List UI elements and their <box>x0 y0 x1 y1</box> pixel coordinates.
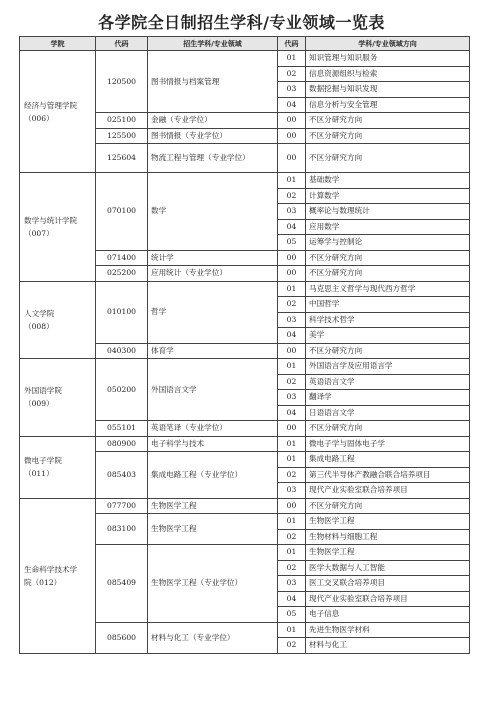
direction-name: 英语语言文学 <box>306 374 470 390</box>
header-direction: 学科/专业领域方向 <box>306 37 470 51</box>
table-row <box>20 436 470 452</box>
major-code: 055101 <box>96 421 148 437</box>
dept-cell <box>20 51 96 173</box>
direction-code: 01 <box>278 281 306 297</box>
direction-name: 生物医学工程 <box>306 545 470 561</box>
major-code: 050200 <box>96 359 148 421</box>
table-row <box>20 498 470 514</box>
major-name: 哲学 <box>148 281 278 343</box>
major-code: 083100 <box>96 514 148 545</box>
direction-name: 翻译学 <box>306 390 470 406</box>
direction-code: 02 <box>278 297 306 313</box>
major-code: 040300 <box>96 343 148 359</box>
direction-code: 03 <box>278 483 306 499</box>
direction-name: 不区分研究方向 <box>306 144 470 173</box>
direction-code: 03 <box>278 204 306 220</box>
direction-name: 马克思主义哲学与现代西方哲学 <box>306 281 470 297</box>
major-name: 数学 <box>148 173 278 251</box>
major-name: 外国语言文学 <box>148 359 278 421</box>
major-name: 材料与化工（专业学位） <box>148 622 278 653</box>
dept-cell <box>20 498 96 653</box>
page-title: 各学院全日制招生学科/专业领域一览表 <box>98 13 385 32</box>
direction-name: 生物材料与细胞工程 <box>306 529 470 545</box>
direction-name: 不区分研究方向 <box>306 128 470 144</box>
direction-name: 现代产业实验室联合培养项目 <box>306 483 470 499</box>
direction-code: 03 <box>278 312 306 328</box>
direction-name: 医工交叉联合培养项目 <box>306 576 470 592</box>
direction-code: 00 <box>278 128 306 144</box>
major-name: 物流工程与管理（专业学位） <box>148 144 278 173</box>
direction-code: 00 <box>278 266 306 282</box>
direction-code: 00 <box>278 421 306 437</box>
direction-code: 04 <box>278 591 306 607</box>
direction-code: 02 <box>278 467 306 483</box>
direction-name: 美学 <box>306 328 470 344</box>
dept-name: 外国语学院 <box>24 386 62 396</box>
major-name: 图书情报与档案管理 <box>148 51 278 113</box>
direction-name: 集成电路工程 <box>306 452 470 468</box>
dept-code: （011） <box>24 469 54 478</box>
dept-code: （006） <box>24 113 54 123</box>
dept-name: 数学与统计学院 <box>24 215 78 225</box>
direction-code: 02 <box>278 529 306 545</box>
direction-code: 01 <box>278 359 306 375</box>
direction-name: 生物医学工程 <box>306 514 470 530</box>
table-body <box>20 51 470 654</box>
direction-name: 信息资源组织与检索 <box>306 66 470 82</box>
major-name: 电子科学与技术 <box>148 436 278 452</box>
direction-code: 04 <box>278 405 306 421</box>
major-code: 071400 <box>96 250 148 266</box>
direction-code: 03 <box>278 390 306 406</box>
major-name: 统计学 <box>148 250 278 266</box>
major-name: 生物医学工程（专业学位） <box>148 545 278 623</box>
dept-name: 经济与管理学院 <box>24 100 78 110</box>
dept-name: 微电子学院 <box>24 456 62 465</box>
direction-code: 03 <box>278 82 306 98</box>
direction-code: 01 <box>278 545 306 561</box>
direction-name: 科学技术哲学 <box>306 312 470 328</box>
dept-name: 人文学院 <box>24 308 55 318</box>
major-code: 080900 <box>96 436 148 452</box>
major-name: 金融（专业学位） <box>148 113 278 129</box>
direction-code: 02 <box>278 188 306 204</box>
major-name: 应用统计（专业学位） <box>148 266 278 282</box>
dept-code: 院（012） <box>24 577 62 587</box>
direction-name: 不区分研究方向 <box>306 250 470 266</box>
direction-code: 02 <box>278 66 306 82</box>
direction-name: 不区分研究方向 <box>306 343 470 359</box>
direction-name: 微电子学与固体电子学 <box>306 436 470 452</box>
direction-code: 00 <box>278 250 306 266</box>
dept-cell <box>20 436 96 498</box>
dept-code: （008） <box>24 321 54 331</box>
direction-name: 材料与化工 <box>306 638 470 654</box>
major-code: 085409 <box>96 545 148 623</box>
direction-name: 现代产业实验室联合培养项目 <box>306 591 470 607</box>
direction-code: 03 <box>278 576 306 592</box>
direction-name: 数据挖掘与知识发现 <box>306 82 470 98</box>
direction-code: 00 <box>278 343 306 359</box>
major-code: 025200 <box>96 266 148 282</box>
direction-name: 第三代半导体产教融合联合培养项目 <box>306 467 470 483</box>
direction-name: 不区分研究方向 <box>306 113 470 129</box>
table-row <box>20 51 470 67</box>
major-code: 010100 <box>96 281 148 343</box>
direction-name: 不区分研究方向 <box>306 421 470 437</box>
major-code: 125604 <box>96 144 148 173</box>
header-major: 招生学科/专业领域 <box>148 37 278 51</box>
major-name: 英语笔译（专业学位） <box>148 421 278 437</box>
dept-code: （007） <box>24 228 54 238</box>
direction-name: 电子信息 <box>306 607 470 623</box>
major-name: 图书情报（专业学位） <box>148 128 278 144</box>
direction-code: 01 <box>278 436 306 452</box>
dept-cell <box>20 359 96 437</box>
dept-cell <box>20 281 96 359</box>
header-code: 代码 <box>96 37 148 51</box>
table-row <box>20 281 470 297</box>
major-name: 生物医学工程 <box>148 514 278 545</box>
direction-code: 01 <box>278 514 306 530</box>
direction-name: 运筹学与控制论 <box>306 235 470 251</box>
direction-name: 信息分析与安全管理 <box>306 97 470 113</box>
direction-code: 02 <box>278 374 306 390</box>
direction-code: 00 <box>278 113 306 129</box>
direction-name: 不区分研究方向 <box>306 266 470 282</box>
direction-name: 计算数学 <box>306 188 470 204</box>
direction-code: 04 <box>278 97 306 113</box>
major-name: 体育学 <box>148 343 278 359</box>
direction-name: 外国语言学及应用语言学 <box>306 359 470 375</box>
direction-name: 医学大数据与人工智能 <box>306 560 470 576</box>
direction-code: 02 <box>278 560 306 576</box>
major-code: 125500 <box>96 128 148 144</box>
dept-code: （009） <box>24 399 54 409</box>
direction-code: 00 <box>278 498 306 514</box>
direction-code: 04 <box>278 219 306 235</box>
direction-code: 01 <box>278 622 306 638</box>
dept-cell <box>20 173 96 282</box>
direction-name: 应用数学 <box>306 219 470 235</box>
direction-code: 01 <box>278 173 306 189</box>
direction-name: 知识管理与知识服务 <box>306 51 470 67</box>
program-table <box>19 36 470 654</box>
header-dept: 学院 <box>20 37 96 51</box>
direction-code: 05 <box>278 235 306 251</box>
major-code: 085600 <box>96 622 148 653</box>
direction-code: 02 <box>278 638 306 654</box>
major-code: 085403 <box>96 452 148 499</box>
direction-code: 01 <box>278 51 306 67</box>
direction-name: 中国哲学 <box>306 297 470 313</box>
major-name: 生物医学工程 <box>148 498 278 514</box>
major-name: 集成电路工程（专业学位） <box>148 452 278 499</box>
major-code: 077700 <box>96 498 148 514</box>
direction-name: 基础数学 <box>306 173 470 189</box>
direction-code: 04 <box>278 328 306 344</box>
header-row <box>20 37 470 51</box>
direction-code: 05 <box>278 607 306 623</box>
header-direction-code: 代码 <box>278 37 306 51</box>
table-row <box>20 359 470 375</box>
direction-code: 00 <box>278 144 306 173</box>
direction-name: 不区分研究方向 <box>306 498 470 514</box>
direction-name: 概率论与数理统计 <box>306 204 470 220</box>
major-code: 025100 <box>96 113 148 129</box>
table-row <box>20 173 470 189</box>
major-code: 070100 <box>96 173 148 251</box>
dept-name: 生命科学技术学 <box>24 564 78 574</box>
direction-name: 先进生物医学材料 <box>306 622 470 638</box>
major-code: 120500 <box>96 51 148 113</box>
direction-name: 日语语言文学 <box>306 405 470 421</box>
direction-code: 01 <box>278 452 306 468</box>
